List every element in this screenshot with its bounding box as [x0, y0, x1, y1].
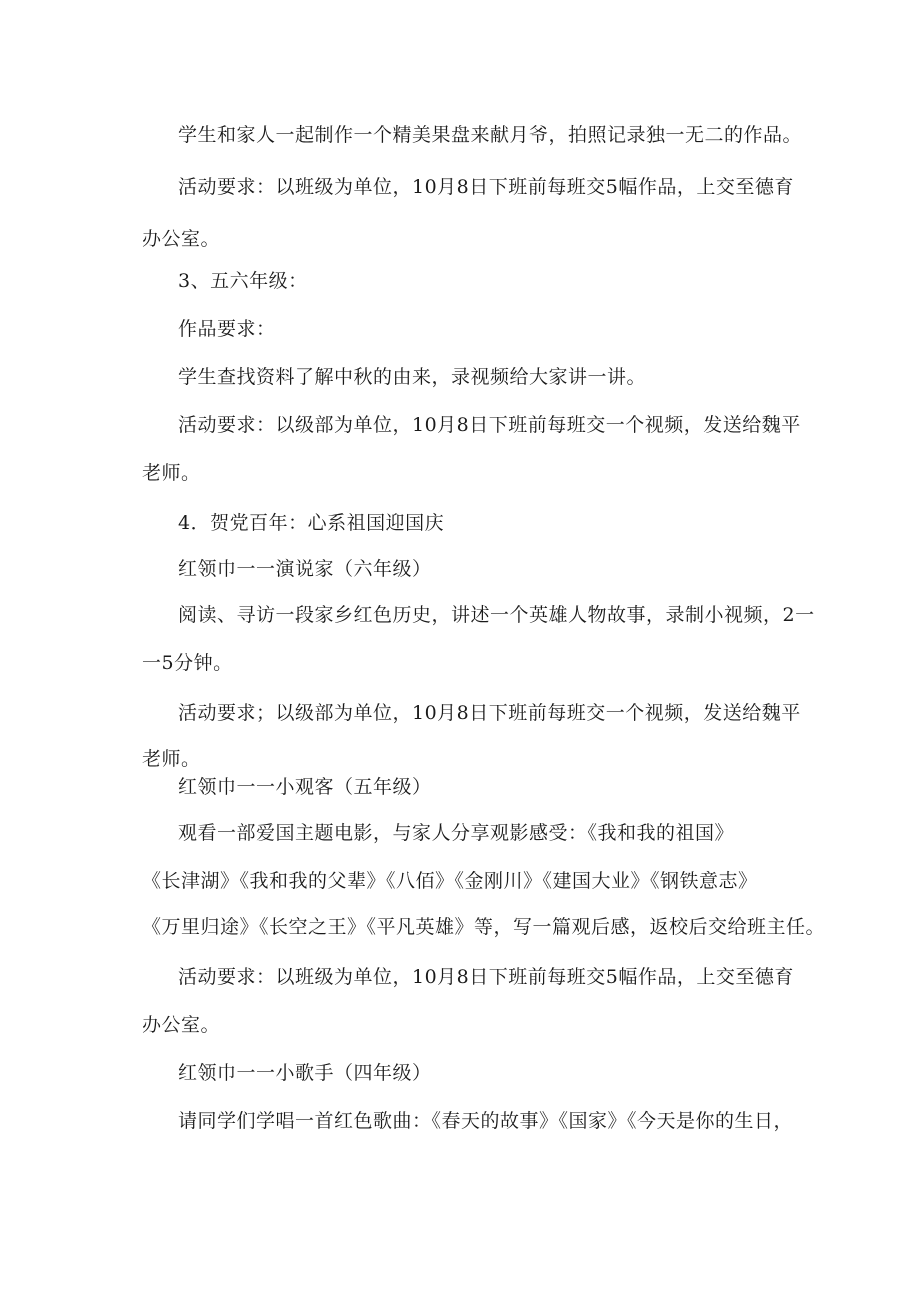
section-heading: 3、五六年级：: [178, 270, 308, 292]
subsection-heading: 红领巾一一小歌手（四年级）: [178, 1062, 432, 1084]
paragraph-line: 老师。: [142, 462, 201, 484]
subsection-heading: 红领巾一一小观客（五年级）: [178, 776, 432, 798]
paragraph-line: 活动要求：以班级为单位，10月8日下班前每班交5幅作品，上交至德育: [178, 966, 794, 988]
paragraph-line: 观看一部爱国主题电影，与家人分享观影感受：《我和我的祖国》: [178, 822, 735, 844]
paragraph-line: 学生和家人一起制作一个精美果盘来献月爷，拍照记录独一无二的作品。: [178, 124, 803, 146]
paragraph-line: 活动要求：以班级为单位，10月8日下班前每班交5幅作品，上交至德育: [178, 176, 794, 198]
paragraph-line: 阅读、寻访一段家乡红色历史，讲述一个英雄人物故事，录制小视频，2一: [178, 604, 815, 626]
paragraph-line: 《长津湖》《我和我的父辈》《八佰》《金刚川》《建国大业》《钢铁意志》: [142, 870, 758, 892]
paragraph-line: 作品要求：: [178, 318, 276, 340]
paragraph-line: 办公室。: [142, 1014, 221, 1036]
paragraph-line: 老师。: [142, 748, 201, 770]
subsection-heading: 红领巾一一演说家（六年级）: [178, 558, 432, 580]
paragraph-line: 学生查找资料了解中秋的由来，录视频给大家讲一讲。: [178, 366, 647, 388]
paragraph-line: 活动要求；以级部为单位，10月8日下班前每班交一个视频，发送给魏平: [178, 702, 801, 724]
paragraph-line: 活动要求：以级部为单位，10月8日下班前每班交一个视频，发送给魏平: [178, 414, 801, 436]
paragraph-line: 办公室。: [142, 228, 221, 250]
paragraph-line: 《万里归途》《长空之王》《平凡英雄》等，写一篇观后感，返校后交给班主任。: [142, 916, 826, 938]
paragraph-line: 请同学们学唱一首红色歌曲：《春天的故事》《国家》《今天是你的生日，: [178, 1110, 794, 1132]
section-heading: 4．贺党百年：心系祖国迎国庆: [178, 512, 445, 534]
paragraph-line: 一5分钟。: [142, 652, 233, 674]
